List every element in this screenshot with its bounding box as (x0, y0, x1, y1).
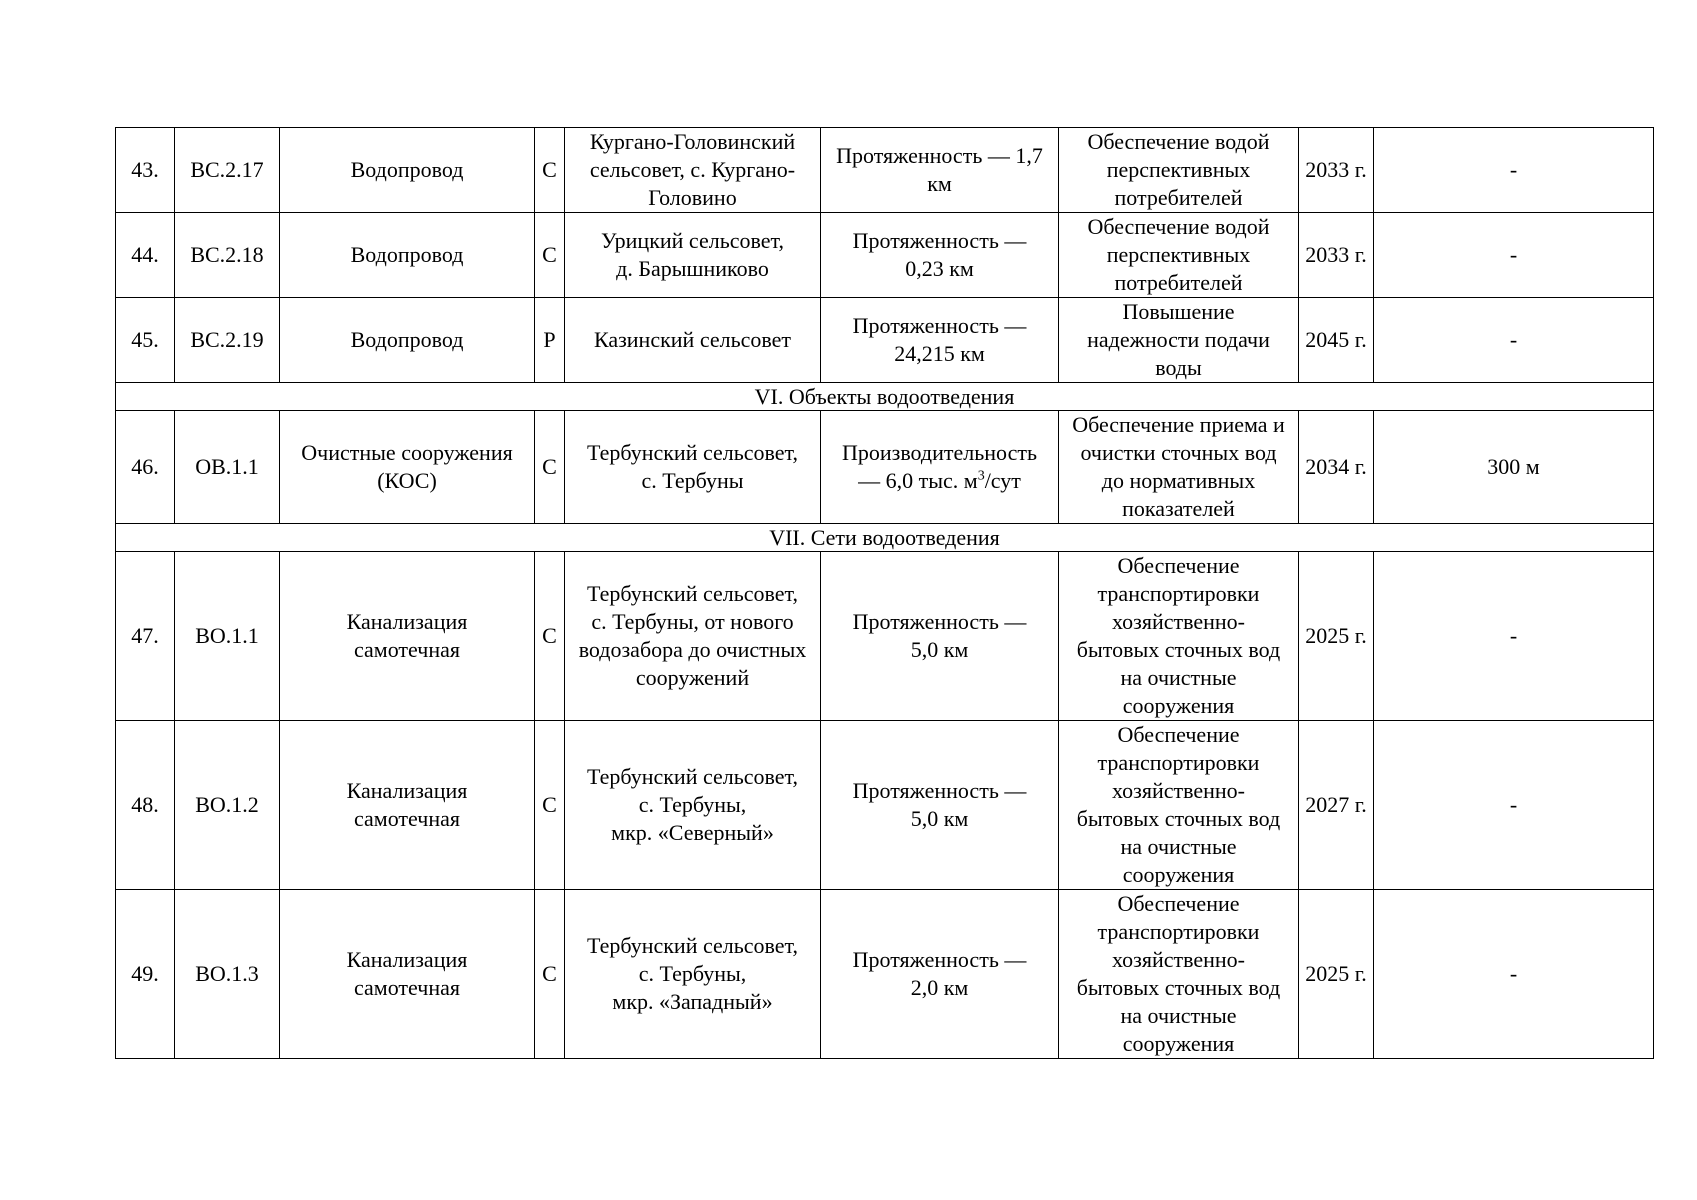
cell-year: 2033 г. (1299, 128, 1374, 213)
cell-name: Канализация самотечная (280, 721, 535, 890)
table-row (116, 890, 1654, 1059)
cell-zone: 300 м (1374, 411, 1654, 524)
cell-code: ВО.1.1 (175, 552, 280, 721)
cell-year: 2034 г. (1299, 411, 1374, 524)
cell-zone: - (1374, 298, 1654, 383)
cell-location: Тербунский сельсовет, с. Тербуны, мкр. «Северный» (565, 721, 821, 890)
cell-name: Канализация самотечная (280, 890, 535, 1059)
section-header-row (116, 524, 1654, 552)
cell-num: 43. (116, 128, 175, 213)
cell-zone: - (1374, 552, 1654, 721)
cell-name: Водопровод (280, 213, 535, 298)
cell-code: ВО.1.2 (175, 721, 280, 890)
cell-year: 2027 г. (1299, 721, 1374, 890)
cell-location: Тербунский сельсовет, с. Тербуны, мкр. «Западный» (565, 890, 821, 1059)
cell-level: С (535, 213, 565, 298)
cell-location: Тербунский сельсовет, с. Тербуны, от нового водозабора до очистных сооружений (565, 552, 821, 721)
cell-num: 47. (116, 552, 175, 721)
table-row (116, 721, 1654, 890)
cell-parameter: Протяженность — 1,7 км (821, 128, 1059, 213)
cell-code: ВО.1.3 (175, 890, 280, 1059)
cell-level: С (535, 552, 565, 721)
cell-purpose: Обеспечение транспортировки хозяйственно- бытовых сточных вод на очистные сооружения (1059, 890, 1299, 1059)
cell-level: С (535, 128, 565, 213)
cell-parameter: Протяженность — 5,0 км (821, 552, 1059, 721)
cell-zone: - (1374, 721, 1654, 890)
cell-num: 48. (116, 721, 175, 890)
cell-zone: - (1374, 213, 1654, 298)
cell-zone: - (1374, 890, 1654, 1059)
objects-table (115, 127, 1654, 1059)
cell-location: Урицкий сельсовет, д. Барышниково (565, 213, 821, 298)
cell-year: 2025 г. (1299, 890, 1374, 1059)
cell-name: Канализация самотечная (280, 552, 535, 721)
parameter-text: Производительность — 6,0 тыс. м (841, 440, 1038, 493)
cell-purpose: Обеспечение водой перспективных потребителей (1059, 213, 1299, 298)
table-row (116, 128, 1654, 213)
section-title: VI. Объекты водоотведения (116, 383, 1654, 411)
cell-name: Очистные сооружения (КОС) (280, 411, 535, 524)
section-title: VII. Сети водоотведения (116, 524, 1654, 552)
cell-location: Кургано-Головинский сельсовет, с. Кургано- Головино (565, 128, 821, 213)
cell-name: Водопровод (280, 128, 535, 213)
cell-location: Казинский сельсовет (565, 298, 821, 383)
cell-code: ОВ.1.1 (175, 411, 280, 524)
cell-purpose: Обеспечение водой перспективных потребителей (1059, 128, 1299, 213)
cell-parameter: Протяженность — 5,0 км (821, 721, 1059, 890)
cell-parameter: Протяженность — 24,215 км (821, 298, 1059, 383)
cell-parameter: Протяженность — 2,0 км (821, 890, 1059, 1059)
cell-level: С (535, 721, 565, 890)
cell-name: Водопровод (280, 298, 535, 383)
cell-purpose: Обеспечение приема и очистки сточных вод до нормативных показателей (1059, 411, 1299, 524)
cell-num: 49. (116, 890, 175, 1059)
cell-level: Р (535, 298, 565, 383)
cell-num: 45. (116, 298, 175, 383)
table-row (116, 411, 1654, 524)
cell-year: 2025 г. (1299, 552, 1374, 721)
cell-parameter: Протяженность — 0,23 км (821, 213, 1059, 298)
cell-num: 46. (116, 411, 175, 524)
section-header-row (116, 383, 1654, 411)
cell-year: 2033 г. (1299, 213, 1374, 298)
table-row (116, 298, 1654, 383)
parameter-superscript: 3 (977, 468, 985, 484)
cell-year: 2045 г. (1299, 298, 1374, 383)
table-row (116, 552, 1654, 721)
cell-purpose: Повышение надежности подачи воды (1059, 298, 1299, 383)
table-body (116, 128, 1654, 1059)
cell-purpose: Обеспечение транспортировки хозяйственно- бытовых сточных вод на очистные сооружения (1059, 721, 1299, 890)
cell-parameter (821, 411, 1059, 524)
cell-code: ВС.2.19 (175, 298, 280, 383)
cell-location: Тербунский сельсовет, с. Тербуны (565, 411, 821, 524)
cell-code: ВС.2.18 (175, 213, 280, 298)
cell-level: С (535, 890, 565, 1059)
parameter-unit-tail: /сут (984, 468, 1021, 493)
cell-num: 44. (116, 213, 175, 298)
cell-code: ВС.2.17 (175, 128, 280, 213)
cell-purpose: Обеспечение транспортировки хозяйственно- бытовых сточных вод на очистные сооружения (1059, 552, 1299, 721)
cell-level: С (535, 411, 565, 524)
table-row (116, 213, 1654, 298)
cell-zone: - (1374, 128, 1654, 213)
